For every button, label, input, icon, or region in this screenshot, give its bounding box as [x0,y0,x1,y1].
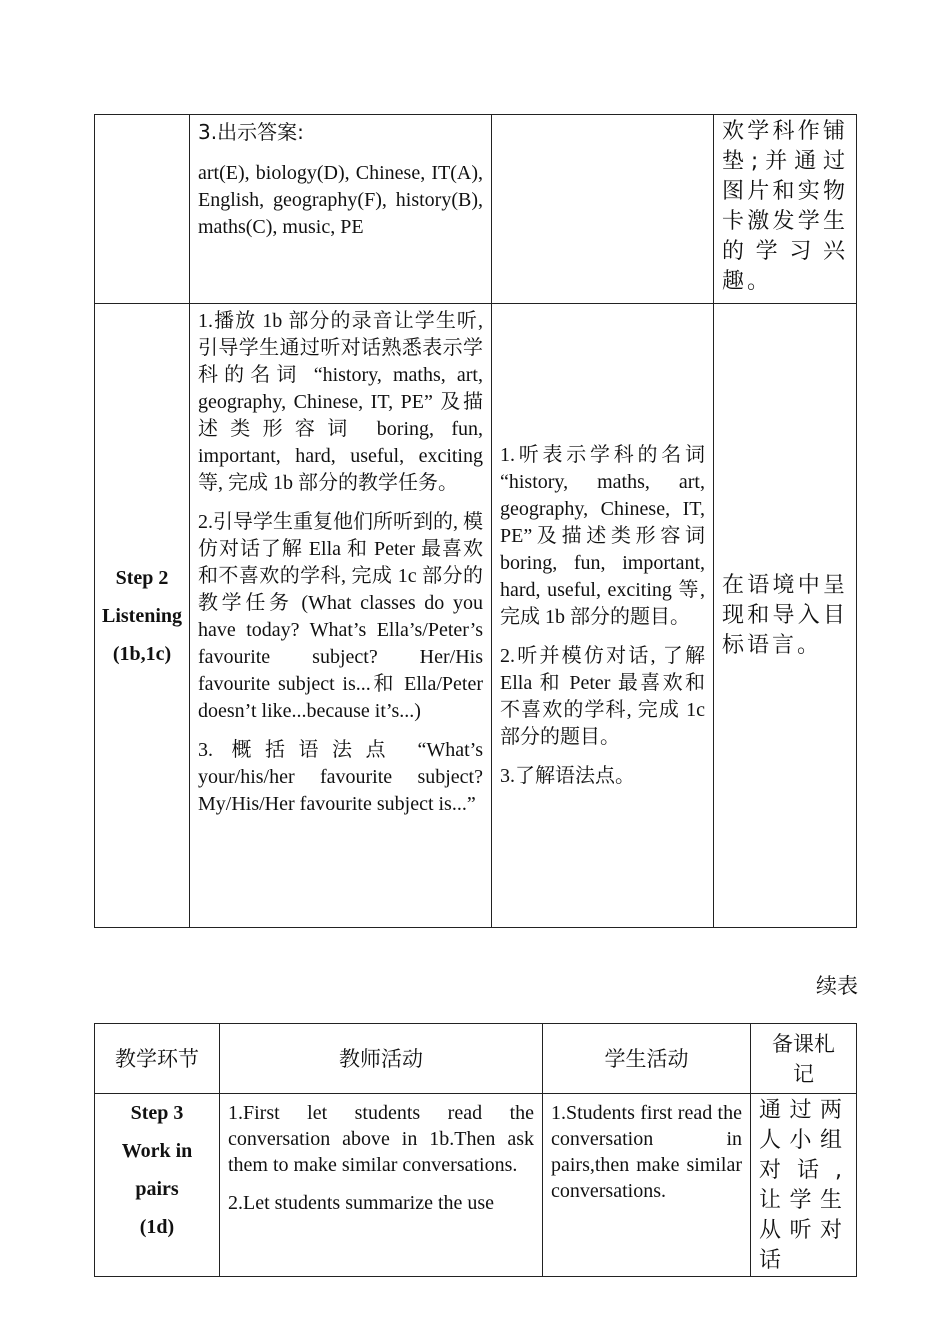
notes-cell [714,115,857,304]
notes-cell [714,304,857,928]
step-title: Step 3 [130,1102,184,1124]
step-title: Step 2 [115,566,169,589]
step-cell [95,115,190,304]
teacher-activity-text: 1.播放 1b 部分的录音让学生听, 引导学生通过听对话熟悉表示学科的名词 “history, maths, art, geography, Chinese, IT, PE” 及描述类形容词 boring, fun, important, hard, useful, exciting 等, 完成 1b 部分的教学任务。 [198,310,483,494]
student-activity-text: 1.Students first read the conversation in pairs,then make similar conversations. [551,1102,742,1202]
notes-text: 欢学科作铺垫;并通过图片和实物卡激发学生的学习兴趣。 [722,119,848,294]
table-row [95,304,857,928]
notes-cell [751,1094,857,1277]
student-activity-text: 2.听并模仿对话, 了解 Ella 和 Peter 最喜欢和不喜欢的学科, 完成 1c 部分的题目。 [500,644,705,748]
student-activity-cell [543,1094,751,1277]
teacher-activity-text: 3.出示答案: [198,120,304,144]
teacher-activity-text: art(E), biology(D), Chinese, IT(A), English, geography(F), history(B), maths(C), music, PE [198,162,483,238]
teacher-activity-cell [190,304,492,928]
teacher-activity-text: 2.Let students summarize the use [228,1192,495,1214]
teacher-activity-text: 3. 概括语法点 “What’s your/his/her favourite subject? My/His/Her favourite subject is...” [198,739,483,815]
teacher-activity-text: 2.引导学生重复他们所听到的, 模仿对话了解 Ella 和 Peter 最喜欢和不喜欢的学科, 完成 1c 部分的教学任务 (What classes do you have today? What’s Ella’s/Peter’s favourite subject? Her/His favourite subject is...和 Ella/Peter doesn’t like...because it’s...) [198,511,483,722]
table-header-row [95,1024,857,1094]
lesson-plan-table-2 [94,1023,857,1277]
table-row [95,115,857,304]
teacher-activity-cell [220,1094,543,1277]
teacher-activity-cell [190,115,492,304]
lesson-plan-table-1 [94,114,857,928]
student-activity-cell [492,304,714,928]
step-title: Work in [121,1140,193,1162]
step-title: pairs [135,1178,179,1200]
header-notes: 备课札记 [751,1024,857,1094]
step-cell [95,304,190,928]
notes-text: 通过两人小组对话, 让学生从听对话 [759,1098,850,1273]
step-title: Listening [101,604,183,627]
student-activity-text: 1.听表示学科的名词 “history, maths, art, geography, Chinese, IT, PE”及描述类形容词 boring, fun, important, hard, useful, exciting 等,完成 1b 部分的题目。 [500,443,705,628]
continued-table-label: 续表 [816,974,858,998]
student-activity-cell [492,115,714,304]
student-activity-text: 3.了解语法点。 [500,764,635,787]
step-cell [95,1094,220,1277]
table-row [95,1094,857,1277]
step-title: (1d) [139,1216,175,1238]
header-student-activity: 学生活动 [543,1024,751,1094]
step-title: (1b,1c) [112,642,172,665]
notes-text: 在语境中呈现和导入目标语言。 [722,572,848,658]
header-step: 教学环节 [95,1024,220,1094]
header-teacher-activity: 教师活动 [220,1024,543,1094]
teacher-activity-text: 1.First let students read the conversation above in 1b.Then ask them to make similar conversations. [228,1102,534,1176]
